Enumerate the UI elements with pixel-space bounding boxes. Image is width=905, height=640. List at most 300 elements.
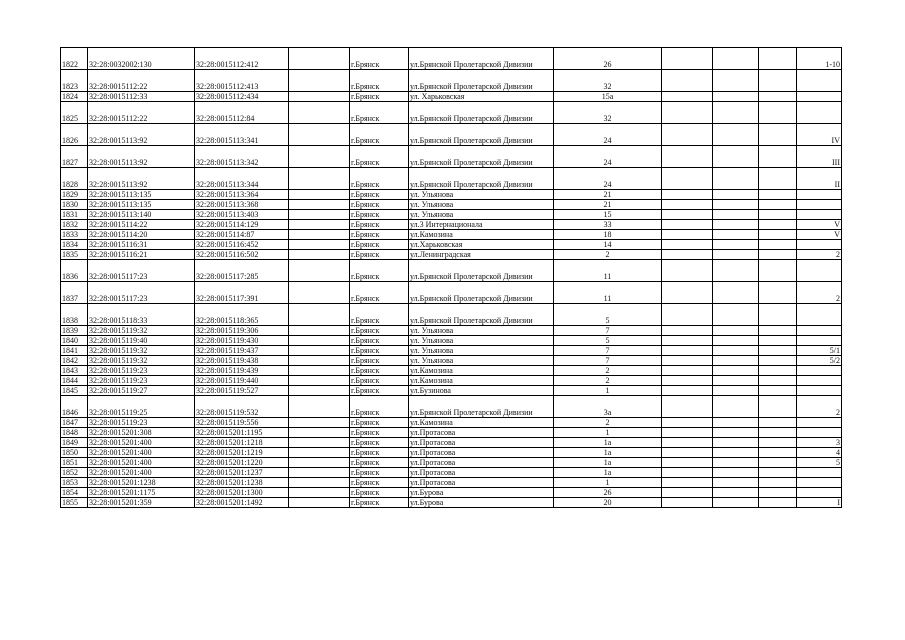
empty-cell [759,498,797,508]
empty-cell [662,498,713,508]
city-cell: г.Брянск [350,438,409,448]
empty-cell [662,124,713,146]
street-cell: ул. Ульянова [409,336,554,346]
empty-cell [289,428,350,438]
empty-cell [662,282,713,304]
cadastral-number-parcel: 32:28:0015116:21 [88,250,195,260]
empty-cell [759,428,797,438]
empty-cell [713,92,759,102]
street-cell: ул. Харьковская [409,92,554,102]
street-cell: ул.Брянской Пролетарской Дивизии [409,396,554,418]
row-number: 1840 [61,336,88,346]
empty-cell [662,240,713,250]
row-number: 1837 [61,282,88,304]
street-cell: ул.Брянской Пролетарской Дивизии [409,70,554,92]
empty-cell [713,386,759,396]
empty-cell [713,146,759,168]
cadastral-number-object: 32:28:0015201:1218 [195,438,289,448]
cadastral-number-parcel: 32:28:0015119:27 [88,386,195,396]
empty-cell [713,346,759,356]
cadastral-number-object: 32:28:0015113:341 [195,124,289,146]
table-row [61,70,842,92]
empty-cell [289,240,350,250]
street-cell: ул. Ульянова [409,356,554,366]
premises-number-cell: IV [797,124,842,146]
table-row [61,168,842,190]
empty-cell [713,260,759,282]
row-number: 1828 [61,168,88,190]
row-number: 1853 [61,478,88,488]
house-number-cell: 24 [554,168,662,190]
cadastral-number-parcel: 32:28:0015116:31 [88,240,195,250]
empty-cell [662,48,713,70]
cadastral-number-parcel: 32:28:0015119:40 [88,336,195,346]
empty-cell [759,304,797,326]
table-row [61,366,842,376]
empty-cell [662,356,713,366]
row-number: 1855 [61,498,88,508]
house-number-cell: 7 [554,346,662,356]
table-row [61,448,842,458]
house-number-cell: 1а [554,458,662,468]
city-cell: г.Брянск [350,220,409,230]
house-number-cell: 15 [554,210,662,220]
city-cell: г.Брянск [350,190,409,200]
premises-number-cell [797,190,842,200]
premises-number-cell [797,304,842,326]
empty-cell [713,468,759,478]
empty-cell [662,326,713,336]
row-number: 1827 [61,146,88,168]
house-number-cell: 11 [554,282,662,304]
premises-number-cell: V [797,220,842,230]
street-cell: ул.Брянской Пролетарской Дивизии [409,304,554,326]
empty-cell [662,146,713,168]
table-row [61,336,842,346]
city-cell: г.Брянск [350,260,409,282]
row-number: 1831 [61,210,88,220]
cadastral-number-parcel: 32:28:0015119:32 [88,326,195,336]
row-number: 1834 [61,240,88,250]
table-row [61,240,842,250]
cadastral-number-parcel: 32:28:0015201:400 [88,468,195,478]
row-number: 1851 [61,458,88,468]
row-number: 1852 [61,468,88,478]
empty-cell [289,168,350,190]
city-cell: г.Брянск [350,48,409,70]
empty-cell [759,396,797,418]
empty-cell [713,458,759,468]
house-number-cell: 2 [554,418,662,428]
city-cell: г.Брянск [350,124,409,146]
empty-cell [662,190,713,200]
row-number: 1841 [61,346,88,356]
empty-cell [289,396,350,418]
row-number: 1822 [61,48,88,70]
empty-cell [713,396,759,418]
city-cell: г.Брянск [350,304,409,326]
city-cell: г.Брянск [350,230,409,240]
city-cell: г.Брянск [350,336,409,346]
empty-cell [759,92,797,102]
table-row [61,282,842,304]
cadastral-number-object: 32:28:0015114:129 [195,220,289,230]
house-number-cell: 1 [554,478,662,488]
empty-cell [289,386,350,396]
empty-cell [713,190,759,200]
empty-cell [759,326,797,336]
row-number: 1826 [61,124,88,146]
premises-number-cell: 2 [797,250,842,260]
table-row [61,458,842,468]
empty-cell [662,220,713,230]
table-row [61,396,842,418]
premises-number-cell [797,366,842,376]
table-row [61,304,842,326]
row-number: 1850 [61,448,88,458]
cadastral-number-parcel: 32:28:0015201:1238 [88,478,195,488]
empty-cell [759,70,797,92]
empty-cell [759,168,797,190]
empty-cell [713,366,759,376]
empty-cell [759,124,797,146]
premises-number-cell: 3 [797,438,842,448]
empty-cell [289,260,350,282]
row-number: 1830 [61,200,88,210]
table-row [61,102,842,124]
house-number-cell: 21 [554,190,662,200]
table-row [61,386,842,396]
cadastral-number-object: 32:28:0015117:391 [195,282,289,304]
table-row [61,260,842,282]
table-row [61,346,842,356]
row-number: 1835 [61,250,88,260]
empty-cell [759,336,797,346]
empty-cell [713,336,759,346]
premises-number-cell [797,478,842,488]
street-cell: ул.Камозина [409,376,554,386]
house-number-cell: 33 [554,220,662,230]
premises-number-cell: II [797,168,842,190]
house-number-cell: 32 [554,70,662,92]
table-row [61,124,842,146]
house-number-cell: 2 [554,250,662,260]
house-number-cell: 2 [554,366,662,376]
empty-cell [713,326,759,336]
empty-cell [713,102,759,124]
cadastral-number-object: 32:28:0015118:365 [195,304,289,326]
table-row [61,250,842,260]
cadastral-number-parcel: 32:28:0015119:23 [88,376,195,386]
empty-cell [713,48,759,70]
empty-cell [662,428,713,438]
cadastral-number-object: 32:28:0015119:438 [195,356,289,366]
city-cell: г.Брянск [350,428,409,438]
cadastral-number-parcel: 32:28:0015112:22 [88,70,195,92]
house-number-cell: 32 [554,102,662,124]
empty-cell [713,230,759,240]
empty-cell [759,386,797,396]
empty-cell [662,102,713,124]
premises-number-cell: V [797,230,842,240]
empty-cell [662,418,713,428]
table-row [61,92,842,102]
city-cell: г.Брянск [350,346,409,356]
empty-cell [662,468,713,478]
empty-cell [713,220,759,230]
house-number-cell: 7 [554,356,662,366]
empty-cell [759,48,797,70]
empty-cell [662,260,713,282]
empty-cell [713,498,759,508]
house-number-cell: 1 [554,428,662,438]
street-cell: ул.Протасова [409,478,554,488]
house-number-cell: 1 [554,386,662,396]
city-cell: г.Брянск [350,146,409,168]
street-cell: ул.Брянской Пролетарской Дивизии [409,260,554,282]
street-cell: ул. Ульянова [409,190,554,200]
empty-cell [759,146,797,168]
house-number-cell: 24 [554,124,662,146]
empty-cell [289,468,350,478]
cadastral-number-parcel: 32:28:0015119:25 [88,396,195,418]
empty-cell [713,168,759,190]
street-cell: ул.Харьковская [409,240,554,250]
empty-cell [759,250,797,260]
city-cell: г.Брянск [350,168,409,190]
cadastral-number-parcel: 32:28:0015114:22 [88,220,195,230]
cadastral-number-parcel: 32:28:0015112:33 [88,92,195,102]
cadastral-number-object: 32:28:0015113:368 [195,200,289,210]
street-cell: ул.Протасова [409,458,554,468]
empty-cell [759,366,797,376]
premises-number-cell: III [797,146,842,168]
street-cell: ул.Бурова [409,498,554,508]
house-number-cell: 21 [554,200,662,210]
city-cell: г.Брянск [350,396,409,418]
cadastral-number-object: 32:28:0015113:344 [195,168,289,190]
cadastral-number-object: 32:28:0015113:342 [195,146,289,168]
empty-cell [713,478,759,488]
table-row [61,220,842,230]
row-number: 1825 [61,102,88,124]
row-number: 1842 [61,356,88,366]
empty-cell [759,356,797,366]
cadastral-number-object: 32:28:0015201:1219 [195,448,289,458]
city-cell: г.Брянск [350,210,409,220]
house-number-cell: 24 [554,146,662,168]
empty-cell [662,488,713,498]
house-number-cell: 14 [554,240,662,250]
premises-number-cell [797,468,842,478]
table-row [61,230,842,240]
row-number: 1846 [61,396,88,418]
cadastral-number-object: 32:28:0015201:1300 [195,488,289,498]
premises-number-cell [797,376,842,386]
cadastral-number-object: 32:28:0015119:440 [195,376,289,386]
house-number-cell: 26 [554,48,662,70]
row-number: 1832 [61,220,88,230]
empty-cell [662,92,713,102]
street-cell: ул.Протасова [409,428,554,438]
empty-cell [759,282,797,304]
street-cell: ул. Ульянова [409,346,554,356]
premises-number-cell [797,210,842,220]
cadastral-number-object: 32:28:0015113:364 [195,190,289,200]
cadastral-number-object: 32:28:0015201:1238 [195,478,289,488]
cadastral-number-object: 32:28:0015112:413 [195,70,289,92]
house-number-cell: 2 [554,376,662,386]
empty-cell [662,70,713,92]
empty-cell [289,102,350,124]
premises-number-cell: I [797,498,842,508]
table-row [61,326,842,336]
empty-cell [662,250,713,260]
city-cell: г.Брянск [350,418,409,428]
cadastral-number-parcel: 32:28:0015113:135 [88,190,195,200]
cadastral-number-object: 32:28:0015119:532 [195,396,289,418]
cadastral-number-object: 32:28:0015201:1237 [195,468,289,478]
empty-cell [759,102,797,124]
premises-number-cell [797,488,842,498]
premises-number-cell: 5 [797,458,842,468]
premises-number-cell: 1-10 [797,48,842,70]
street-cell: ул.Ленинградская [409,250,554,260]
street-cell: ул.Протасова [409,468,554,478]
cadastral-number-object: 32:28:0015119:556 [195,418,289,428]
cadastral-number-parcel: 32:28:0015201:400 [88,438,195,448]
city-cell: г.Брянск [350,70,409,92]
empty-cell [662,448,713,458]
table-row [61,200,842,210]
empty-cell [289,498,350,508]
house-number-cell: 7 [554,326,662,336]
empty-cell [289,448,350,458]
row-number: 1847 [61,418,88,428]
premises-number-cell [797,102,842,124]
cadastral-number-object: 32:28:0015114:87 [195,230,289,240]
city-cell: г.Брянск [350,200,409,210]
empty-cell [289,210,350,220]
registry-table [60,47,842,508]
empty-cell [289,250,350,260]
empty-cell [713,282,759,304]
premises-number-cell: 5/2 [797,356,842,366]
city-cell: г.Брянск [350,468,409,478]
cadastral-number-parcel: 32:28:0015119:23 [88,366,195,376]
street-cell: ул.Протасова [409,438,554,448]
cadastral-number-object: 32:28:0015112:84 [195,102,289,124]
house-number-cell: 5 [554,336,662,346]
cadastral-number-parcel: 32:28:0015118:33 [88,304,195,326]
row-number: 1843 [61,366,88,376]
row-number: 1839 [61,326,88,336]
cadastral-number-parcel: 32:28:0015201:1175 [88,488,195,498]
street-cell: ул.Брянской Пролетарской Дивизии [409,146,554,168]
cadastral-number-parcel: 32:28:0015119:32 [88,356,195,366]
cadastral-number-object: 32:28:0015112:412 [195,48,289,70]
cadastral-number-object: 32:28:0015201:1492 [195,498,289,508]
empty-cell [759,438,797,448]
empty-cell [289,326,350,336]
cadastral-number-parcel: 32:28:0032002:130 [88,48,195,70]
empty-cell [662,458,713,468]
cadastral-number-parcel: 32:28:0015114:20 [88,230,195,240]
empty-cell [289,146,350,168]
street-cell: ул.3 Интернационала [409,220,554,230]
street-cell: ул.Камозина [409,230,554,240]
empty-cell [759,478,797,488]
table-row [61,190,842,200]
cadastral-number-object: 32:28:0015116:452 [195,240,289,250]
empty-cell [662,376,713,386]
empty-cell [713,240,759,250]
empty-cell [713,438,759,448]
row-number: 1833 [61,230,88,240]
empty-cell [713,304,759,326]
empty-cell [713,376,759,386]
empty-cell [289,366,350,376]
row-number: 1844 [61,376,88,386]
empty-cell [759,260,797,282]
cadastral-number-parcel: 32:28:0015201:308 [88,428,195,438]
empty-cell [289,336,350,346]
cadastral-number-parcel: 32:28:0015117:23 [88,260,195,282]
city-cell: г.Брянск [350,326,409,336]
empty-cell [289,190,350,200]
empty-cell [759,488,797,498]
empty-cell [759,210,797,220]
row-number: 1848 [61,428,88,438]
table-row [61,428,842,438]
empty-cell [759,230,797,240]
city-cell: г.Брянск [350,386,409,396]
premises-number-cell [797,428,842,438]
empty-cell [759,458,797,468]
cadastral-number-parcel: 32:28:0015113:92 [88,124,195,146]
premises-number-cell [797,336,842,346]
row-number: 1849 [61,438,88,448]
cadastral-number-parcel: 32:28:0015113:140 [88,210,195,220]
table-row [61,498,842,508]
premises-number-cell: 5/1 [797,346,842,356]
empty-cell [289,304,350,326]
cadastral-number-parcel: 32:28:0015201:359 [88,498,195,508]
cadastral-number-object: 32:28:0015117:285 [195,260,289,282]
cadastral-number-object: 32:28:0015113:403 [195,210,289,220]
empty-cell [662,210,713,220]
empty-cell [662,230,713,240]
house-number-cell: 1а [554,438,662,448]
row-number: 1845 [61,386,88,396]
city-cell: г.Брянск [350,478,409,488]
city-cell: г.Брянск [350,250,409,260]
street-cell: ул.Камозина [409,366,554,376]
table-row [61,488,842,498]
empty-cell [662,438,713,448]
cadastral-number-parcel: 32:28:0015119:23 [88,418,195,428]
premises-number-cell: 2 [797,396,842,418]
cadastral-number-object: 32:28:0015112:434 [195,92,289,102]
street-cell: ул.Бузинова [409,386,554,396]
city-cell: г.Брянск [350,92,409,102]
street-cell: ул.Камозина [409,418,554,428]
empty-cell [289,230,350,240]
empty-cell [289,356,350,366]
premises-number-cell [797,70,842,92]
cadastral-number-object: 32:28:0015119:527 [195,386,289,396]
house-number-cell: 3а [554,396,662,418]
